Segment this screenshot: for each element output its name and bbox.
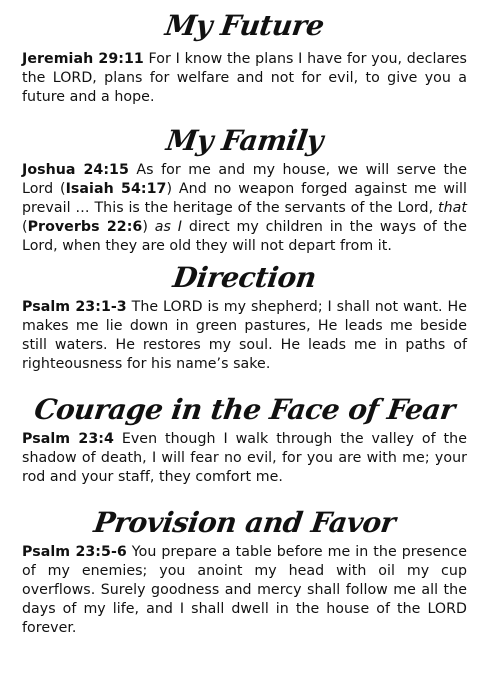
section-heading-my-future: My Future: [163, 9, 326, 42]
passage-my-family: [22, 161, 467, 256]
scripture-text: For I know the plans I have for you, declares the LORD, plans for welfare and not for evil, to give you a future and a hope.: [22, 51, 468, 105]
scripture-text: direct my children in the ways of the Lord, when they are old they will not depart from it.: [22, 219, 467, 254]
scripture-reference: Psalm 23:1-3: [22, 299, 127, 315]
scripture-italic-text: as I: [154, 219, 182, 235]
passage-provision: [22, 543, 467, 638]
scripture-text: You prepare a table before me in the presence of my enemies; you anoint my head with oil my cup overflows. Surely goodness and mercy shall follow me all the days of my life, and I shall dwell in the house of the LORD forever.: [22, 544, 467, 636]
scripture-italic-text: that: [437, 200, 467, 216]
scripture-reference: Psalm 23:5-6: [22, 544, 127, 560]
passage-direction: [22, 298, 467, 374]
scripture-text: As for me and my house, we will serve the Lord (: [22, 162, 467, 197]
scripture-reference: Psalm 23:4: [22, 431, 114, 447]
section-heading-courage: Courage in the Face of Fear: [32, 393, 457, 426]
section-heading-direction: Direction: [170, 261, 319, 294]
scripture-text: Even though I walk through the valley of the shadow of death, I will fear no evil, for you are with me; your rod and your staff, they comfort me.: [22, 431, 467, 485]
scripture-reference: Jeremiah 29:11: [22, 51, 144, 67]
scripture-text: ): [142, 219, 155, 235]
section-heading-provision: Provision and Favor: [91, 506, 398, 539]
scripture-text: The LORD is my shepherd; I shall not want. He makes me lie down in green pastures, He leads me beside still waters. He restores my soul. He leads me in paths of righteousness for his name’s sake.: [22, 299, 468, 372]
section-heading-my-family: My Family: [164, 124, 325, 157]
passage-my-future: [22, 50, 467, 107]
scripture-text: (: [22, 219, 28, 235]
scripture-reference: Joshua 24:15: [22, 162, 129, 178]
scripture-reference: Isaiah 54:17: [65, 181, 167, 197]
scripture-text: ) And no weapon forged against me will prevail … This is the heritage of the servants of the Lord,: [22, 181, 467, 216]
scripture-reference: Proverbs 22:6: [27, 219, 143, 235]
passage-courage: [22, 430, 467, 487]
